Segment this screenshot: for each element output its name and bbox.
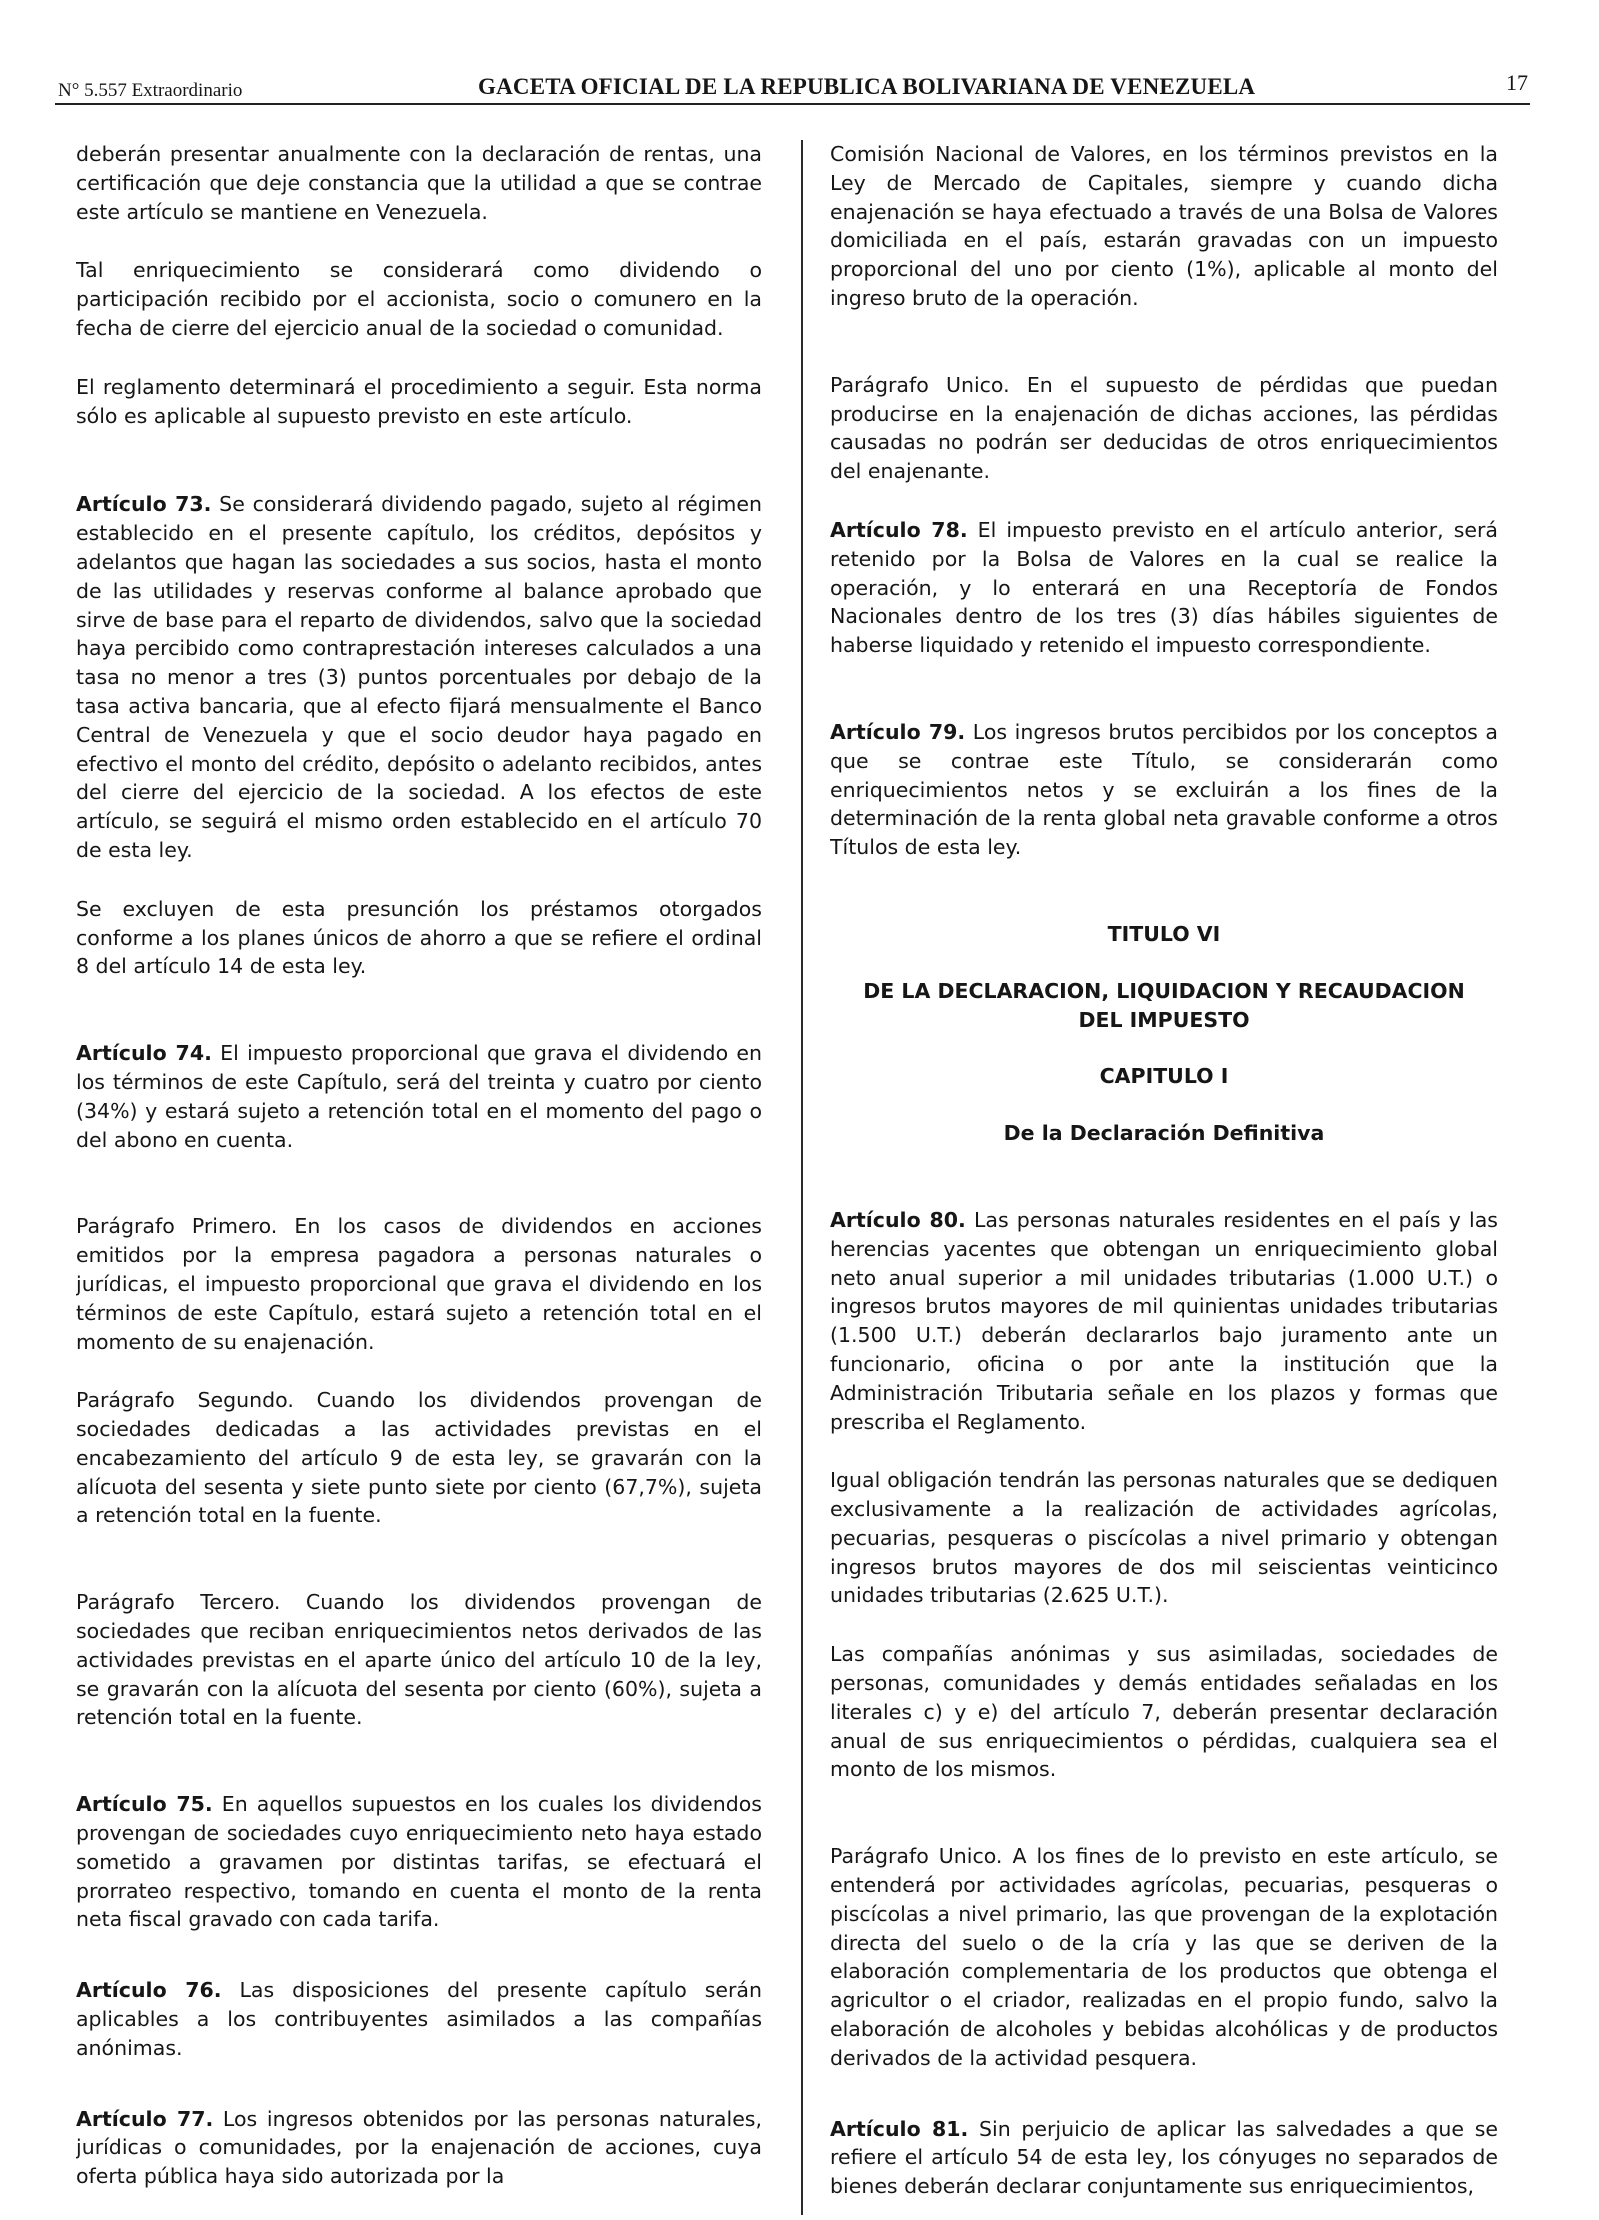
titulo-name: DE LA DECLARACION, LIQUIDACION Y RECAUDACION DEL IMPUESTO xyxy=(863,978,1465,1032)
article-79 xyxy=(830,718,1498,862)
article-75 xyxy=(76,1790,762,1934)
publication-title: GACETA OFICIAL DE LA REPUBLICA BOLIVARIANA DE VENEZUELA xyxy=(478,74,1256,99)
paragraph: Tal enriquecimiento se considerará como dividendo o participación recibido por el accionista, socio o comunero en la fecha de cierre del ejercicio anual de la sociedad o comunidad. xyxy=(76,258,762,340)
titulo-heading: TITULO VI xyxy=(1107,921,1221,946)
paragraph: Se excluyen de esta presunción los préstamos otorgados conforme a los planes únicos de ahorro a que se refiere el ordinal 8 del artículo 14 de esta ley. xyxy=(76,896,762,979)
page-number: 17 xyxy=(1506,70,1528,95)
paragrafo-primero: Parágrafo Primero. En los casos de dividendos en acciones emitidos por la empresa pagadora a personas naturales o jurídicas, el impuesto proporcional que grava el dividendo en los términos de este Capítulo, estará sujeto a retención total en el momento de su enajenación. xyxy=(76,1214,762,1354)
capitulo-name: De la Declaración Definitiva xyxy=(1003,1121,1325,1146)
paragraph: Igual obligación tendrán las personas naturales que se dediquen exclusivamente a la realización de actividades agrícolas, pecuarias, pesqueras o piscícolas a nivel primario y obtengan ingresos brutos mayores de dos mil seiscientas veinticinco unidades tributarias (2.625 U.T.). xyxy=(830,1468,1498,1608)
article-78 xyxy=(830,516,1498,660)
article-80 xyxy=(830,1206,1498,1436)
column-divider xyxy=(801,140,803,2215)
article-text: El impuesto proporcional que grava el dividendo en los términos de este Capítulo, será del treinta y cuatro por ciento (34%) y estará sujeto a retención total en el momento del pago o del abono en cuenta. xyxy=(76,1041,762,1152)
article-text: Se considerará dividendo pagado, sujeto al régimen establecido en el presente capítulo, los créditos, depósitos y adelantos que hagan las sociedades a sus socios, hasta el monto de las utilidades y reservas conforme al balance aprobado que sirve de base para el reparto de dividendos, salvo que la sociedad haya percibido como contraprestación intereses calculados a una tasa no menor a tres (3) puntos porcentuales por debajo de la tasa activa bancaria, que al efecto fijará mensualmente el Banco Central de Venezuela y que el socio deudor haya pagado en efectivo el monto del crédito, depósito o adelanto recibidos, antes del cierre del ejercicio de la sociedad. A los efectos de este artículo, se seguirá el mismo orden establecido en el artículo 70 de esta ley. xyxy=(76,492,762,862)
issue-number: N° 5.557 Extraordinario xyxy=(58,80,243,101)
article-text: Las personas naturales residentes en el país y las herencias yacentes que obtengan un enriquecimiento global neto anual superior a mil unidades tributarias (1.000 U.T.) o ingresos brutos mayores de mil quinientas unidades tributarias (1.500 U.T.) deberán declararlos bajo juramento ante un funcionario, oficina o por ante la institución que la Administración Tributaria señale en los plazos y formas que prescriba el Reglamento. xyxy=(830,1207,1498,1434)
article-label: Artículo 74. xyxy=(76,1041,212,1066)
paragrafo-tercero: Parágrafo Tercero. Cuando los dividendos provengan de sociedades que reciban enriquecimientos netos derivados de las actividades previstas en el aparte único del artículo 10 de la ley, se gravarán con la alícuota del sesenta por ciento (60%), sujeta a retención total en la fuente. xyxy=(76,1590,762,1730)
article-label: Artículo 75. xyxy=(76,1792,213,1817)
paragrafo-unico: Parágrafo Unico. A los fines de lo previsto en este artículo, se entenderá por actividades agrícolas, pecuarias, pesqueras o piscícolas a nivel primario, las que provengan de la explotación directa del suelo o de la cría y las que se deriven de la elaboración complementaria de los productos que obtenga el agricultor o el criador, realizadas en el propio fundo, salvo la elaboración de alcoholes y bebidas alcohólicas y de productos derivados de la actividad pesquera. xyxy=(830,1844,1498,2070)
article-text: Sin perjuicio de aplicar las salvedades a que se refiere el artículo 54 de esta ley, los cónyuges no separados de bienes deberán declarar conjuntamente sus enriquecimientos, xyxy=(830,2116,1498,2199)
article-76 xyxy=(76,1976,762,2062)
article-text: Los ingresos brutos percibidos por los conceptos a que se contrae este Título, se considerarán como enriquecimientos netos y se excluirán a los fines de la determinación de la renta global neta gravable conforme a otros Títulos de esta ley. xyxy=(830,719,1498,860)
article-label: Artículo 81. xyxy=(830,2116,969,2141)
article-73 xyxy=(76,490,762,864)
paragraph: Las compañías anónimas y sus asimiladas, sociedades de personas, comunidades y demás entidades señaladas en los literales c) y e) del artículo 7, deberán presentar declaración anual de sus enriquecimientos o pérdidas, cualquiera sea el monto de los mismos. xyxy=(830,1642,1498,1782)
article-text: En aquellos supuestos en los cuales los dividendos provengan de sociedades cuyo enriquecimiento neto haya estado sometido a gravamen por distintas tarifas, se efectuará el prorrateo respectivo, tomando en cuenta el monto de la renta neta fiscal gravado con cada tarifa. xyxy=(76,1792,762,1932)
article-label: Artículo 73. xyxy=(76,492,212,517)
article-77 xyxy=(76,2105,762,2191)
article-label: Artículo 78. xyxy=(830,517,968,542)
article-text: Las disposiciones del presente capítulo serán aplicables a los contribuyentes asimilados a las compañías anónimas. xyxy=(76,1978,762,2060)
article-label: Artículo 79. xyxy=(830,719,966,744)
page-header xyxy=(58,70,1528,104)
paragrafo-segundo: Parágrafo Segundo. Cuando los dividendos provengan de sociedades dedicadas a las actividades previstas en el encabezamiento del artículo 9 de esta ley, se gravarán con la alícuota del sesenta y siete punto siete por ciento (67,7%), sujeta a retención total en la fuente. xyxy=(76,1388,762,1528)
paragraph: El reglamento determinará el procedimiento a seguir. Esta norma sólo es aplicable al supuesto previsto en este artículo. xyxy=(76,374,762,428)
paragraph: Comisión Nacional de Valores, en los términos previstos en la Ley de Mercado de Capitales, siempre y cuando dicha enajenación se haya efectuado a través de una Bolsa de Valores domiciliada en el país, estarán gravadas con un impuesto proporcional del uno por ciento (1%), aplicable al monto del ingreso bruto de la operación. xyxy=(830,142,1498,310)
paragraph: deberán presentar anualmente con la declaración de rentas, una certificación que deje constancia que la utilidad a que se contrae este artículo se mantiene en Venezuela. xyxy=(76,142,762,224)
header-rule xyxy=(55,103,1530,105)
paragrafo-unico: Parágrafo Unico. En el supuesto de pérdidas que puedan producirse en la enajenación de dichas acciones, las pérdidas causadas no podrán ser deducidas de otros enriquecimientos del enajenante. xyxy=(830,372,1498,484)
article-label: Artículo 77. xyxy=(76,2106,214,2131)
capitulo-heading: CAPITULO I xyxy=(1099,1064,1229,1089)
article-text: Los ingresos obtenidos por las personas naturales, jurídicas o comunidades, por la enajenación de acciones, cuya oferta pública haya sido autorizada por la xyxy=(76,2106,762,2189)
article-label: Artículo 76. xyxy=(76,1978,222,2003)
article-text: El impuesto previsto en el artículo anterior, será retenido por la Bolsa de Valores en la cual se realice la operación, y lo enterará en una Receptoría de Fondos Nacionales dentro de los tres (3) días hábiles siguientes de haberse liquidado y retenido el impuesto correspondiente. xyxy=(830,517,1498,658)
article-81 xyxy=(830,2115,1498,2201)
left-column xyxy=(76,140,762,2215)
article-label: Artículo 80. xyxy=(830,1207,966,1232)
right-column xyxy=(830,140,1498,2215)
article-74 xyxy=(76,1039,762,1154)
